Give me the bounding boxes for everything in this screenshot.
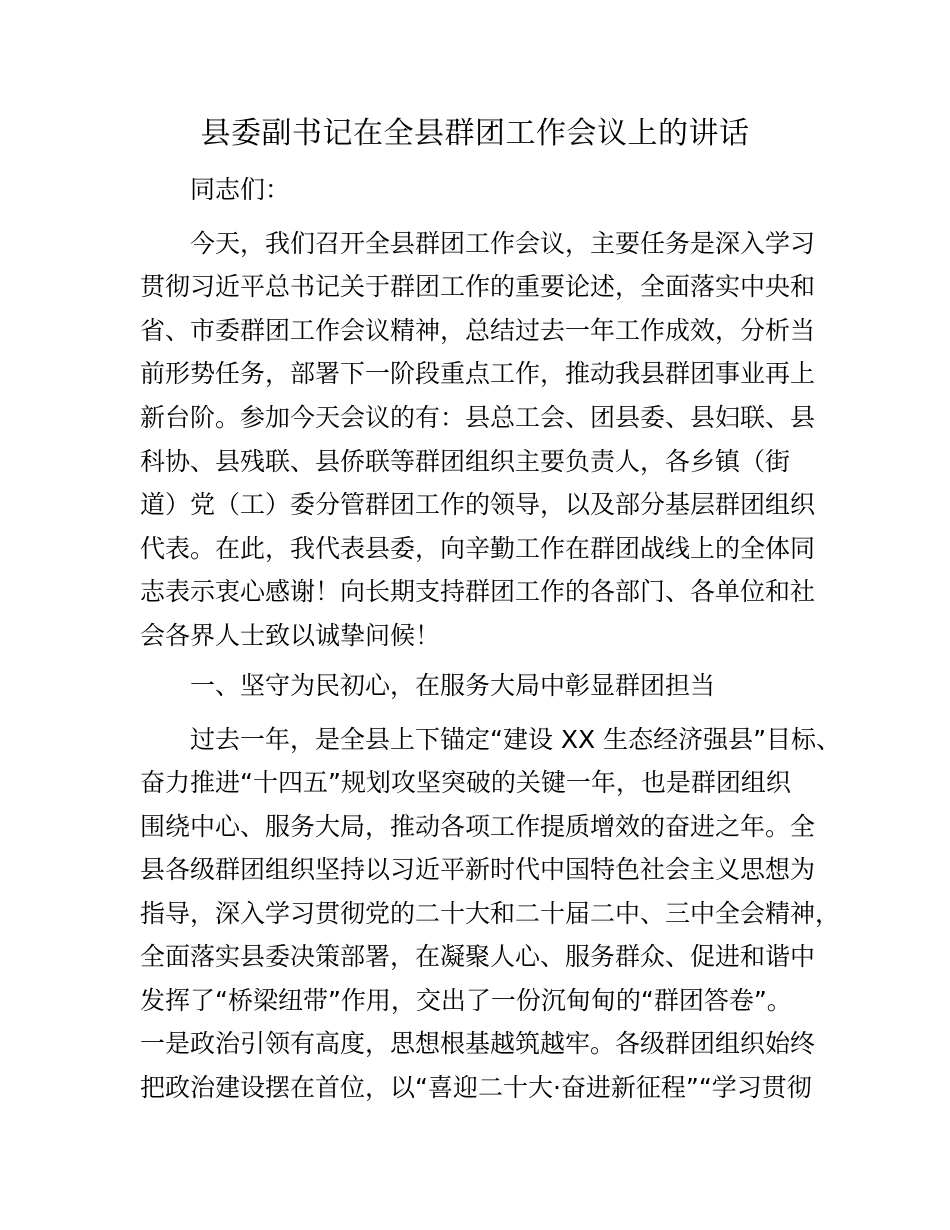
body-line: 县各级群团组织坚持以习近平新时代中国特色社会主义思想为 (140, 855, 816, 884)
body-line: 过去一年，是全县上下锚定“建设 XX 生态经济强县”目标、 (190, 725, 842, 754)
body-line: 省、市委群团工作会议精神，总结过去一年工作成效，分析当 (140, 316, 816, 345)
body-line: 发挥了“桥梁纽带”作用，交出了一份沉甸甸的“群团答卷”。 (140, 986, 792, 1015)
body-line: 全面落实县委决策部署，在凝聚人心、服务群众、促进和谐中 (140, 942, 816, 971)
body-line: 志表示衷心感谢！向长期支持群团工作的各部门、各单位和社 (140, 577, 816, 606)
document-title: 县委副书记在全县群团工作会议上的讲话 (200, 116, 750, 151)
body-line: 科协、县残联、县侨联等群团组织主要负责人，各乡镇（街 (140, 447, 791, 476)
section-heading: 一、坚守为民初心，在服务大局中彰显群团担当 (190, 671, 716, 700)
body-line: 指导，深入学习贯彻党的二十大和二十届二中、三中全会精神， (140, 899, 841, 928)
body-line: 一是政治引领有高度，思想根基越筑越牢。各级群团组织始终 (140, 1029, 816, 1058)
body-line: 会各界人士致以诚挚问候！ (140, 621, 441, 650)
body-line: 贯彻习近平总书记关于群团工作的重要论述，全面落实中央和 (140, 272, 816, 301)
body-line: 围绕中心、服务大局，推动各项工作提质增效的奋进之年。全 (140, 812, 816, 841)
body-line: 新台阶。参加今天会议的有：县总工会、团县委、县妇联、县 (140, 403, 816, 432)
body-line: 把政治建设摆在首位，以“喜迎二十大·奋进新征程”“学习贯彻 (140, 1073, 812, 1102)
body-line: 今天，我们召开全县群团工作会议，主要任务是深入学习 (190, 229, 816, 258)
body-line: 前形势任务，部署下一阶段重点工作，推动我县群团事业再上 (140, 359, 816, 388)
body-line: 代表。在此，我代表县委，向辛勤工作在群团战线上的全体同 (140, 534, 816, 563)
salutation: 同志们： (190, 175, 291, 204)
body-line: 奋力推进“十四五”规划攻坚突破的关键一年，也是群团组织 (140, 768, 791, 797)
body-line: 道）党（工）委分管群团工作的领导，以及部分基层群团组织 (140, 490, 816, 519)
